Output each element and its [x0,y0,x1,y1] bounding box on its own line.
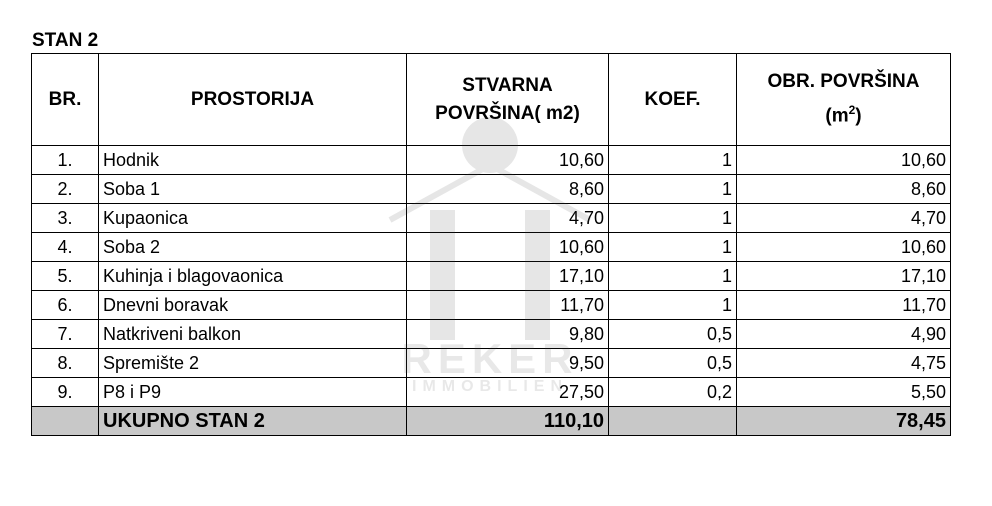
header-stvarna-line1: STVARNA [462,74,553,96]
cell-room-name: Natkriveni balkon [99,320,407,349]
cell-stvarna: 9,80 [407,320,609,349]
cell-room-name: Hodnik [99,146,407,175]
cell-obr: 5,50 [737,378,951,407]
header-prostorija: PROSTORIJA [99,54,407,146]
cell-obr: 10,60 [737,233,951,262]
cell-koef: 1 [609,291,737,320]
table-row [32,378,951,407]
total-row [32,407,951,436]
cell-room-name: Spremište 2 [99,349,407,378]
cell-koef: 1 [609,233,737,262]
cell-obr: 10,60 [737,146,951,175]
cell-br: 6. [32,291,99,320]
total-label: UKUPNO STAN 2 [99,407,407,436]
cell-room-name: P8 i P9 [99,378,407,407]
cell-stvarna: 10,60 [407,233,609,262]
header-koef: KOEF. [609,54,737,146]
table-row [32,175,951,204]
header-obr-line2-suffix: ) [855,105,862,127]
cell-br: 8. [32,349,99,378]
cell-br: 5. [32,262,99,291]
cell-stvarna: 10,60 [407,146,609,175]
table-row [32,204,951,233]
table-row [32,146,951,175]
cell-room-name: Dnevni boravak [99,291,407,320]
cell-stvarna: 27,50 [407,378,609,407]
cell-br: 9. [32,378,99,407]
cell-koef: 1 [609,262,737,291]
table-row [32,291,951,320]
cell-stvarna: 8,60 [407,175,609,204]
total-obr: 78,45 [737,407,951,436]
cell-obr: 17,10 [737,262,951,291]
watermark-brand: REKER [401,335,579,382]
cell-room-name: Soba 1 [99,175,407,204]
cell-br: 7. [32,320,99,349]
cell-koef: 0,5 [609,349,737,378]
header-obr-line2-prefix: (m [825,105,849,127]
cell-br: 3. [32,204,99,233]
header-stvarna-line2: POVRŠINA( m2) [435,102,580,124]
table-row [32,349,951,378]
cell-koef: 0,5 [609,320,737,349]
cell-stvarna: 17,10 [407,262,609,291]
total-stvarna: 110,10 [407,407,609,436]
header-obr-line1: OBR. POVRŠINA [767,71,920,93]
cell-obr: 11,70 [737,291,951,320]
total-cell-koef [609,407,737,436]
table-row [32,233,951,262]
header-br: BR. [32,54,99,146]
cell-koef: 1 [609,204,737,233]
cell-room-name: Soba 2 [99,233,407,262]
cell-room-name: Kuhinja i blagovaonica [99,262,407,291]
total-cell-br [32,407,99,436]
table-title: STAN 2 [32,30,99,51]
cell-room-name: Kupaonica [99,204,407,233]
watermark-subtitle: IMMOBILIEN [412,378,568,395]
room-area-table [31,53,951,436]
header-row [32,54,951,146]
cell-br: 4. [32,233,99,262]
cell-obr: 4,70 [737,204,951,233]
cell-br: 2. [32,175,99,204]
cell-stvarna: 9,50 [407,349,609,378]
header-stvarna-povrsina [407,54,609,146]
cell-obr: 4,75 [737,349,951,378]
table-row [32,262,951,291]
header-obr-povrsina [737,54,951,146]
cell-koef: 0,2 [609,378,737,407]
cell-koef: 1 [609,175,737,204]
cell-obr: 8,60 [737,175,951,204]
cell-koef: 1 [609,146,737,175]
cell-stvarna: 4,70 [407,204,609,233]
cell-stvarna: 11,70 [407,291,609,320]
cell-br: 1. [32,146,99,175]
cell-obr: 4,90 [737,320,951,349]
table-row [32,320,951,349]
header-obr-line2-sup: 2 [848,103,856,118]
